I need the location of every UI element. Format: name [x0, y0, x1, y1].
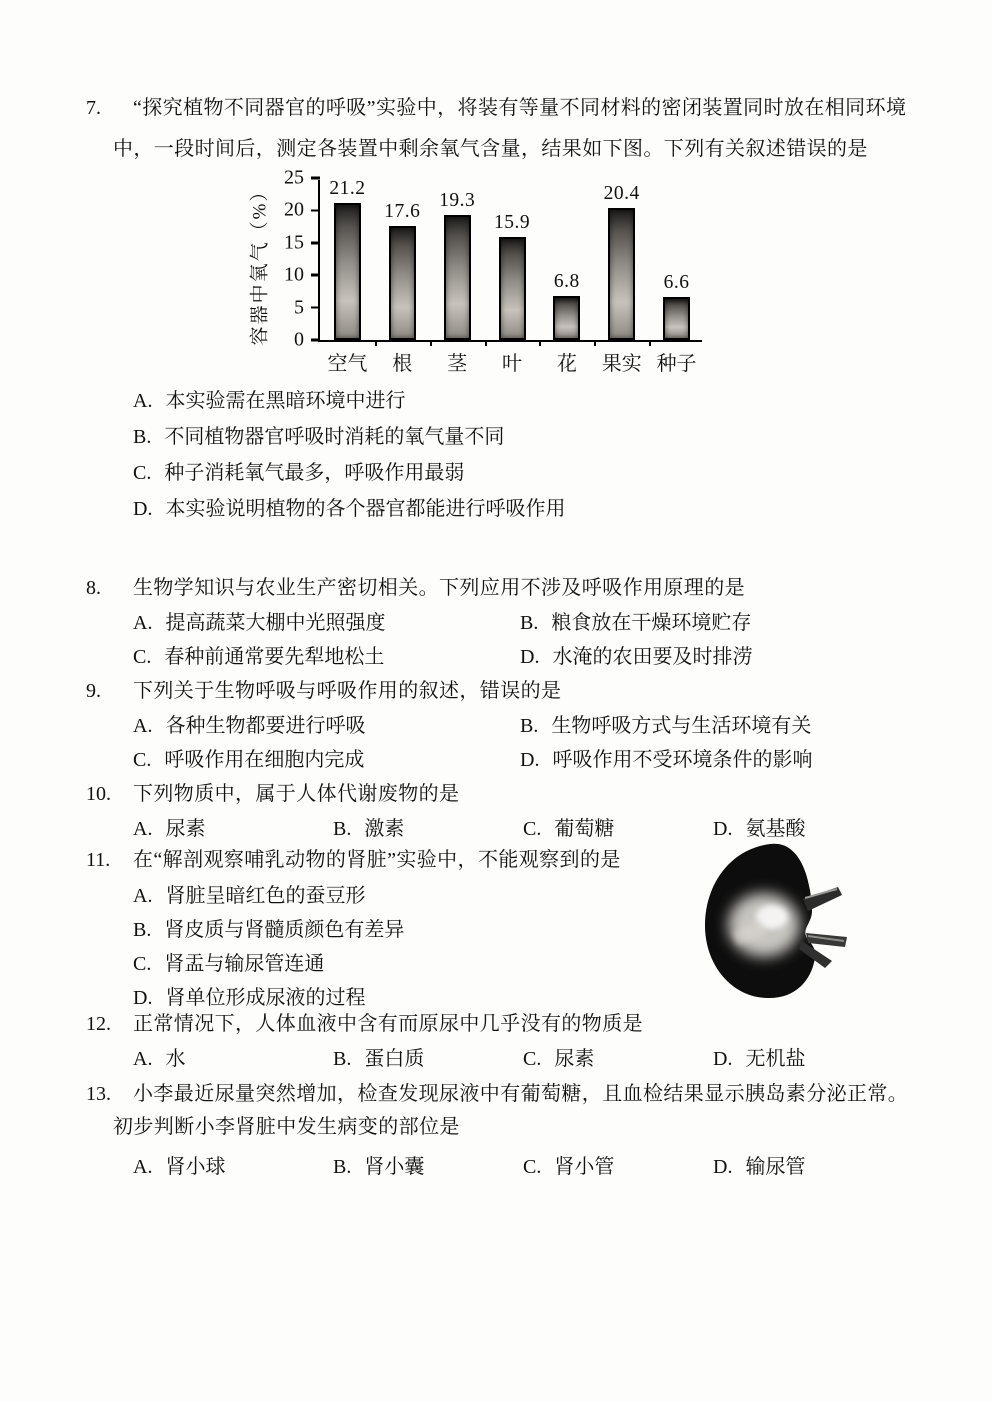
question-text: 正常情况下，人体血液中含有而原尿中几乎没有的物质是 — [133, 1013, 643, 1035]
chart-y-tick: 5 — [270, 296, 320, 319]
question-number: 7. — [86, 97, 101, 119]
question-8 — [0, 570, 992, 674]
option-b: B. 蛋白质 — [333, 1048, 425, 1070]
option-d: D. 本实验说明植物的各个器官都能进行呼吸作用 — [133, 498, 566, 520]
kidney-photo — [698, 841, 850, 1001]
option-d: D. 无机盐 — [713, 1048, 806, 1070]
question-number: 13. — [86, 1083, 111, 1105]
chart-bar-value: 6.6 — [663, 272, 690, 294]
question-text: 在“解剖观察哺乳动物的肾脏”实验中，不能观察到的是 — [133, 849, 621, 871]
option-b: B. 激素 — [333, 818, 405, 840]
question-11 — [0, 841, 992, 1015]
chart-y-axis-label: 容器中氧气（%） — [249, 180, 271, 346]
question-9-stem — [0, 673, 925, 709]
chart-category-label: 种子 — [656, 353, 697, 375]
question-10-stem — [0, 776, 925, 812]
option-c: C. 尿素 — [523, 1048, 595, 1070]
chart-bar-value: 6.8 — [553, 270, 580, 292]
question-9 — [0, 673, 992, 777]
chart-bar-value: 17.6 — [384, 200, 421, 222]
chart-x-tick — [539, 340, 541, 346]
chart-y-tick: 0 — [270, 329, 320, 352]
question-number: 11. — [86, 849, 111, 871]
chart-bar — [608, 208, 635, 340]
question-10 — [0, 776, 992, 846]
option-d: D. 水淹的农田要及时排涝 — [520, 646, 753, 668]
chart-category-label: 根 — [392, 353, 413, 375]
chart-x-tick — [649, 340, 651, 346]
option-b: B. 肾皮质与肾髓质颜色有差异 — [133, 919, 405, 941]
option-d: D. 呼吸作用不受环境条件的影响 — [520, 749, 813, 771]
question-number: 12. — [86, 1013, 111, 1035]
option-b: B. 生物呼吸方式与生活环境有关 — [520, 715, 812, 737]
chart-bar-value: 15.9 — [493, 211, 531, 233]
option-c: C. 春种前通常要先犁地松土 — [133, 646, 385, 668]
question-text: 下列物质中，属于人体代谢废物的是 — [133, 783, 460, 805]
chart-bar — [553, 296, 580, 340]
option-c: C. 肾盂与输尿管连通 — [133, 953, 325, 975]
chart-x-tick — [594, 340, 596, 346]
chart-y-tick: 15 — [270, 231, 320, 254]
question-text: 生物学知识与农业生产密切相关。下列应用不涉及呼吸作用原理的是 — [133, 577, 745, 599]
question-number: 8. — [86, 577, 101, 599]
question-12 — [0, 1006, 992, 1076]
option-a: A. 尿素 — [133, 818, 206, 840]
chart-category-label: 果实 — [601, 353, 642, 375]
question-7-stem — [0, 88, 925, 170]
chart-bar — [389, 226, 416, 340]
chart-bar-value: 20.4 — [603, 182, 640, 204]
chart-bar — [334, 203, 361, 340]
option-a: A. 本实验需在黑暗环境中进行 — [133, 390, 406, 412]
question-number: 10. — [86, 783, 111, 805]
chart-y-tick: 20 — [270, 199, 320, 222]
option-a: A. 水 — [133, 1048, 186, 1070]
option-d: D. 输尿管 — [713, 1156, 806, 1178]
oxygen-bar-chart — [240, 166, 710, 375]
chart-plot — [284, 166, 702, 375]
option-b: B. 不同植物器官呼吸时消耗的氧气量不同 — [133, 426, 505, 448]
option-c: C. 葡萄糖 — [523, 818, 615, 840]
chart-bar — [444, 215, 471, 340]
option-d: D. 氨基酸 — [713, 818, 806, 840]
question-text: 下列关于生物呼吸与呼吸作用的叙述，错误的是 — [133, 680, 562, 702]
chart-bar-value: 21.2 — [329, 177, 366, 199]
chart-x-tick — [485, 340, 487, 346]
chart-y-tick: 10 — [270, 264, 320, 287]
question-13-stem — [0, 1078, 925, 1144]
chart-category-label: 空气 — [327, 353, 368, 375]
option-a: A. 肾脏呈暗红色的蚕豆形 — [133, 885, 366, 907]
question-text: “探究植物不同器官的呼吸”实验中，将装有等量不同材料的密闭装置同时放在相同环境中，一段时间后，测定各装置中剩余氧气含量，结果如下图。下列有关叙述错误的是 — [113, 97, 907, 160]
option-a: A. 肾小球 — [133, 1156, 226, 1178]
option-c: C. 呼吸作用在细胞内完成 — [133, 749, 365, 771]
chart-bar-value: 19.3 — [439, 189, 476, 211]
option-a: A. 各种生物都要进行呼吸 — [133, 715, 366, 737]
chart-y-tick: 25 — [270, 167, 320, 190]
question-text: 小李最近尿量突然增加，检查发现尿液中有葡萄糖，且血检结果显示胰岛素分泌正常。初步判断小李肾脏中发生病变的部位是 — [113, 1083, 909, 1138]
chart-category-label: 叶 — [502, 353, 522, 375]
chart-category-label: 花 — [556, 353, 577, 375]
question-number: 9. — [86, 680, 101, 702]
option-b: B. 肾小囊 — [333, 1156, 425, 1178]
chart-category-label: 茎 — [447, 353, 468, 375]
question-12-stem — [0, 1006, 925, 1042]
chart-x-tick — [430, 340, 432, 346]
option-c: C. 种子消耗氧气最多，呼吸作用最弱 — [133, 462, 465, 484]
chart-x-tick — [375, 340, 377, 346]
option-b: B. 粮食放在干燥环境贮存 — [520, 612, 752, 634]
option-c: C. 肾小管 — [523, 1156, 615, 1178]
question-7 — [0, 88, 992, 527]
question-13 — [0, 1078, 992, 1184]
question-8-stem — [0, 570, 925, 606]
chart-bar — [499, 237, 526, 340]
option-a: A. 提高蔬菜大棚中光照强度 — [133, 612, 386, 634]
option-d: D. 肾单位形成尿液的过程 — [133, 987, 366, 1009]
chart-bar — [663, 297, 690, 340]
